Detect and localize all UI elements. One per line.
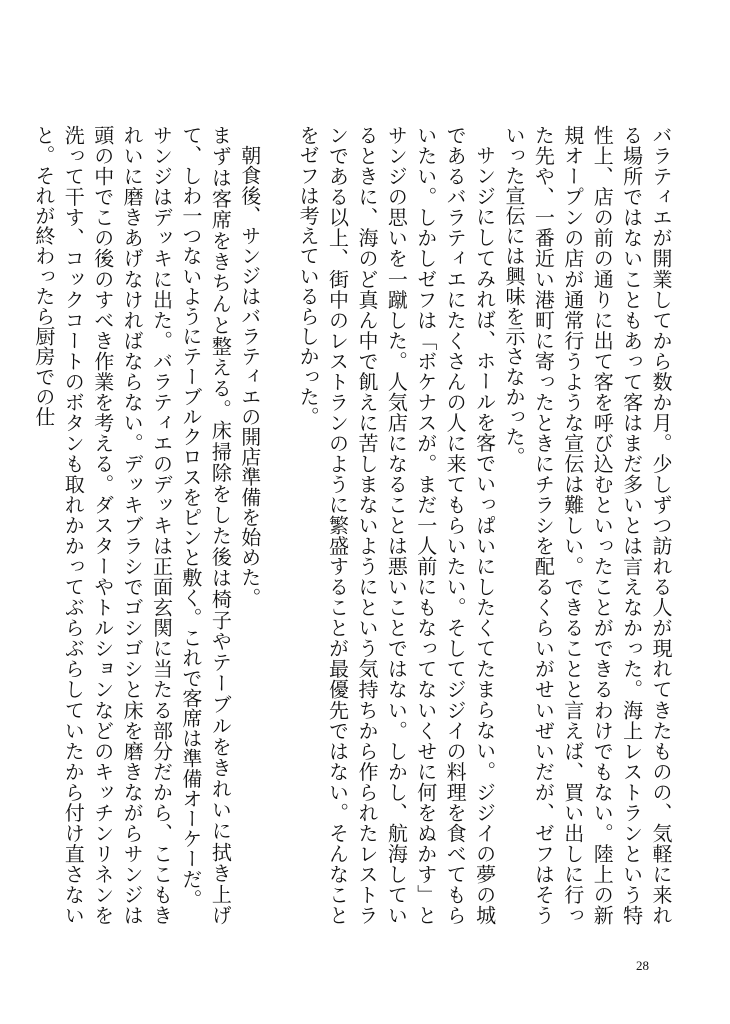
paragraph-3: 朝食後、サンジはバラティエの開店準備を始めた。 [237,145,262,608]
paragraph-4: まずは客席をきちんと整える。床掃除をした後は椅子やテーブルをきれいに拭き上げて、しわ一つないようにテーブルクロスをピンと敷く。これで客席は準備オーケーだ。 [178,125,233,925]
paragraph-2: サンジにしてみれば、ホールを客でいっぱいにしたくてたまらない。ジジイの夢の城であるバラティエにたくさんの人に来てもらいたい。そしてジジイの料理を食べてもらいたい。しかしゼフは「ボケナスが。まだ一人前にもなってないくせに何をぬかす」とサンジの思いを一蹴した。人気店になることは悪いことではない。しかし、航海しているときに、海のど真ん中で飢えに苦しまないようにという気持ちから作られたレストランである以上、街中のレストランのように繁盛することが最優先ではない。そんなことをゼフは考えているらしかった。 [296,125,497,925]
page-number: 28 [636,958,649,973]
section-break [264,125,293,925]
paragraph-1: バラティエが開業してから数か月。少しずつ訪れる人が現れてきたものの、気軽に来れる場所ではないこともあって客はまだ多いとは言えなかった。海上レストランという特性上、店の前の通りに出て客を呼び込むといったことができるわけでもない。陸上の新規オープンの店が通常行うような宣伝は難しい。できることと言えば、買い出しに行った先や、一番近い港町に寄ったときにチラシを配るくらいがせいぜいだが、ゼフはそういった宣伝には興味を示さなかった。 [501,125,673,925]
vertical-text-body [28,125,675,925]
paragraph-5: サンジはデッキに出た。バラティエのデッキは正面玄関に当たる部分だから、ここもきれいに磨きあげなければならない。デッキブラシでゴシゴシと床を磨きながらサンジは頭の中でこの後のすべき作業を考える。ダスターやトルションなどのキッチンリネンを洗って干す、コックコートのボタンも取れかかってぶらぶらしていたから付け直さないと。それが終わったら厨房での仕 [31,125,174,925]
